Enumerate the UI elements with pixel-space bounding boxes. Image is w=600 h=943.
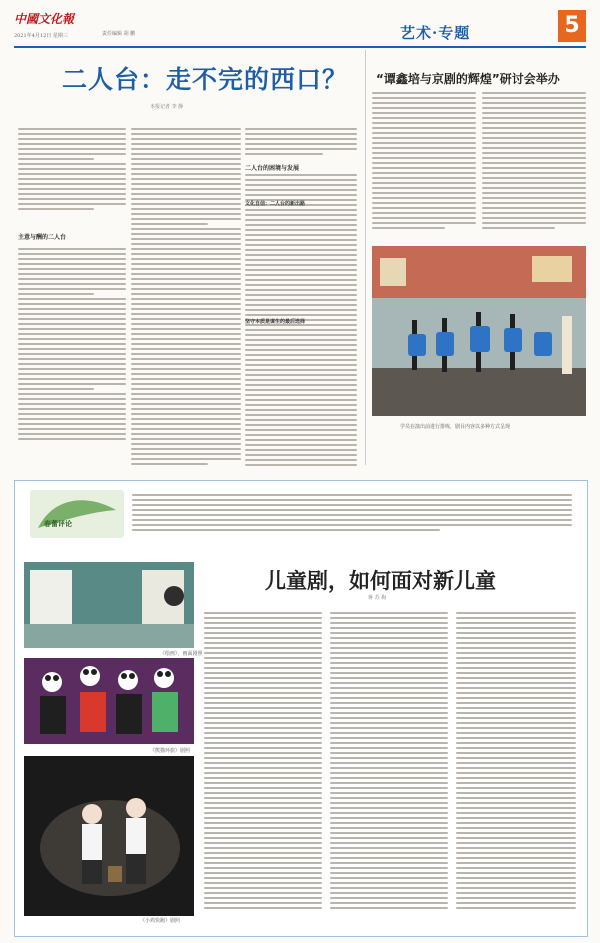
article1-column-3-top [245, 128, 357, 160]
stage-photo-1 [24, 562, 194, 648]
stage-scene-2 [24, 658, 194, 744]
article3-column-1 [204, 612, 322, 928]
article3-column-3 [456, 612, 576, 928]
feature-intro [132, 494, 572, 542]
stage-photo-2 [24, 658, 194, 744]
stage-caption-2: 《熊猫环旅》剧照 [150, 748, 191, 754]
stage-photo-3 [24, 756, 194, 916]
stage-caption-1: 《绘画》，画面剧照 [160, 651, 203, 657]
article1-subhead-2: 二人台的困境与发展 [245, 165, 300, 172]
masthead [14, 8, 586, 48]
article2-column-2 [482, 92, 586, 238]
article2-title: “谭鑫培与京剧的辉煌”研讨会举办 [376, 72, 560, 86]
article3-byline: 蒋 苏 梅 [368, 595, 387, 601]
section-label-box [30, 490, 124, 538]
article1-subhead-3: 文化自信：二人台的新出路 [245, 201, 306, 207]
article3-column-2 [330, 612, 448, 928]
rehearsal-scene [372, 246, 586, 416]
section-label: 春蕾评论 [44, 519, 72, 528]
section-title: 艺术·专题 [400, 24, 471, 42]
article1-byline: 本报记者 李 静 [150, 104, 184, 110]
stage-scene-1 [24, 562, 194, 648]
article1-column-1-cont [18, 248, 126, 466]
article1-subhead-4: 坚守本质是谋生的最后选择 [245, 319, 306, 325]
article1-title: 二人台：走不完的西口？ [62, 65, 349, 94]
article1-column-2 [131, 128, 241, 466]
article2-column-1 [372, 92, 476, 238]
article3-title: 儿童剧，如何面对新儿童 [265, 569, 496, 593]
leaf-icon [30, 490, 124, 538]
rehearsal-caption: 学员在演出前进行排练，剧目内容以多种方式呈现 [400, 424, 511, 430]
stage-scene-3 [24, 756, 194, 916]
editor-credit: 责任编辑 胡 鹏 [102, 31, 136, 37]
page-number-badge: 5 [558, 10, 586, 42]
newspaper-logo: 中國文化報 [14, 12, 75, 26]
rehearsal-photo [372, 246, 586, 416]
issue-date: 2021年4月12日 星期三 [14, 33, 68, 39]
column-divider [365, 50, 366, 465]
article1-subhead-1: 主意与酬的二人台 [18, 234, 67, 241]
stage-caption-3: 《小鸡快跑》剧照 [140, 918, 181, 924]
